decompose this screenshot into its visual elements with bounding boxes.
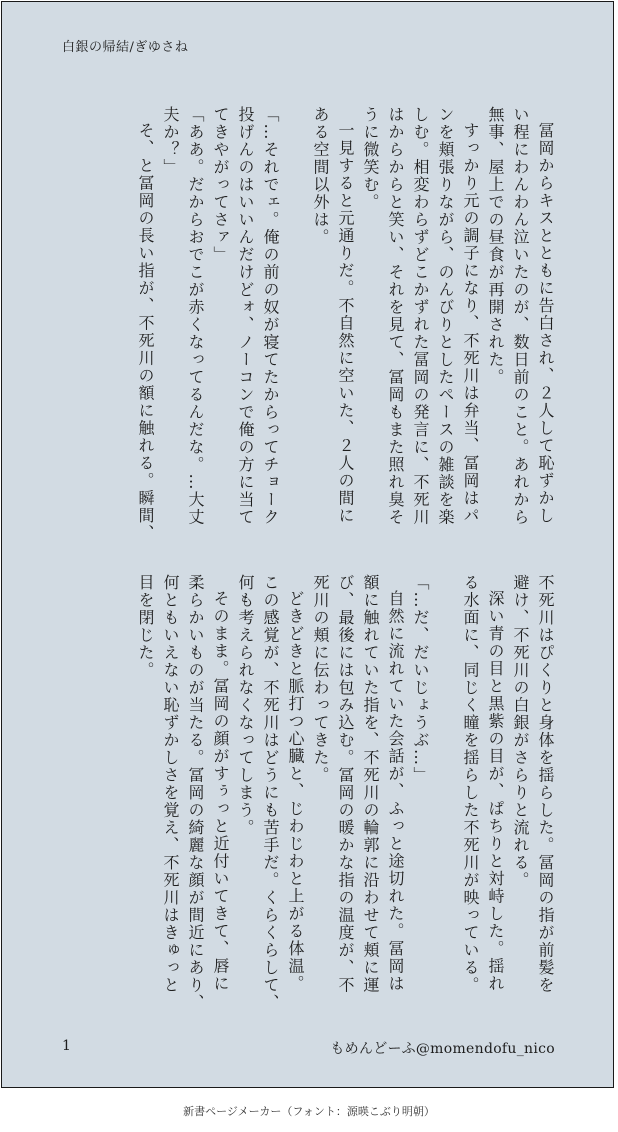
text-column: しむ。相変わらずどこかずれた冨岡の発言に、不死川 xyxy=(411,106,430,526)
text-column: る水面に、同じく瞳を揺らした不死川が映っている。 xyxy=(461,574,480,994)
text-column: 「ああ。だからおでこが赤くなってるんだな。…大丈 xyxy=(186,106,205,526)
text-column: 避け、不死川の白銀がさらりと流れる。 xyxy=(511,574,530,889)
text-column: 自然に流れていた会話が、ふっと途切れた。冨岡は xyxy=(386,590,405,993)
text-column: はからからと笑い、それを見て、冨岡もまた照れ臭そ xyxy=(386,106,405,526)
text-column: ある空間以外は。 xyxy=(311,106,330,246)
text-column: び、最後には包み込む。冨岡の暖かな指の温度が、不 xyxy=(336,574,355,994)
text-column: 目を閉じた。 xyxy=(136,574,155,679)
text-column: てきやがってさァ」 xyxy=(211,106,230,264)
text-column: すっかり元の調子になり、不死川は弁当、冨岡はパ xyxy=(461,122,480,525)
text-column: 冨岡からキスとともに告白され、２人して恥ずかし xyxy=(536,122,555,525)
text-column: 柔らかいものが当たる。冨岡の綺麗な顔が間近にあり、 xyxy=(186,574,205,1012)
lower-text-block xyxy=(55,574,555,1012)
text-column: 投げんのはいいんだけどォ、ノーコンで俺の方に当て xyxy=(236,106,255,526)
text-column: 何も考えられなくなってしまう。 xyxy=(236,574,255,837)
text-column: そ、と冨岡の長い指が、不死川の額に触れる。瞬間、 xyxy=(136,122,155,542)
author-credit: もめんどーふ@momendofu_nico xyxy=(330,1041,555,1057)
text-column: 無事、屋上での昼食が再開された。 xyxy=(486,106,505,386)
novel-page xyxy=(1,1,614,1088)
upper-text-block xyxy=(55,106,555,542)
text-column: この感覚が、不死川はどうにも苦手だ。くらくらして、 xyxy=(261,574,280,1012)
text-column xyxy=(435,574,455,1004)
text-column: 夫か？」 xyxy=(161,106,180,176)
text-column: 「…だ、だいじょうぶ…」 xyxy=(411,574,430,784)
text-column: 何ともいえない恥ずかしさを覚え、不死川はきゅっと xyxy=(161,574,180,994)
text-column: 一見すると元通りだ。不自然に空いた、２人の間に xyxy=(336,122,355,525)
text-column: 死川の頬に伝わってきた。 xyxy=(311,574,330,784)
text-column xyxy=(285,106,305,536)
page-title: 白銀の帰結/ぎゆさね xyxy=(62,40,189,55)
text-column: そのまま。冨岡の顔がすぅっと近付いてきて、唇に xyxy=(211,590,230,993)
text-column: 額に触れていた指を、不死川の輪郭に沿わせて頬に運 xyxy=(361,574,380,994)
text-column: ンを頬張りながら、のんびりとしたペースの雑談を楽 xyxy=(436,106,455,526)
text-column: どきどきと脈打つ心臓と、じわじわと上がる体温。 xyxy=(286,590,305,993)
generator-caption: 新書ページメーカー（フォント：源暎こぶり明朝） xyxy=(183,1105,435,1118)
text-column: うに微笑む。 xyxy=(361,106,380,211)
text-column: 「…それでェ。俺の前の奴が寝てたからってチョーク xyxy=(261,106,280,526)
text-column: 不死川はぴくりと身体を揺らした。冨岡の指が前髪を xyxy=(536,574,555,994)
page-number: 1 xyxy=(62,1038,71,1054)
text-column: い程にわんわん泣いたのが、数日前のこと。あれから xyxy=(511,106,530,526)
text-column: 深い青の目と黒紫の目が、ぱちりと対峙した。揺れ xyxy=(486,590,505,993)
